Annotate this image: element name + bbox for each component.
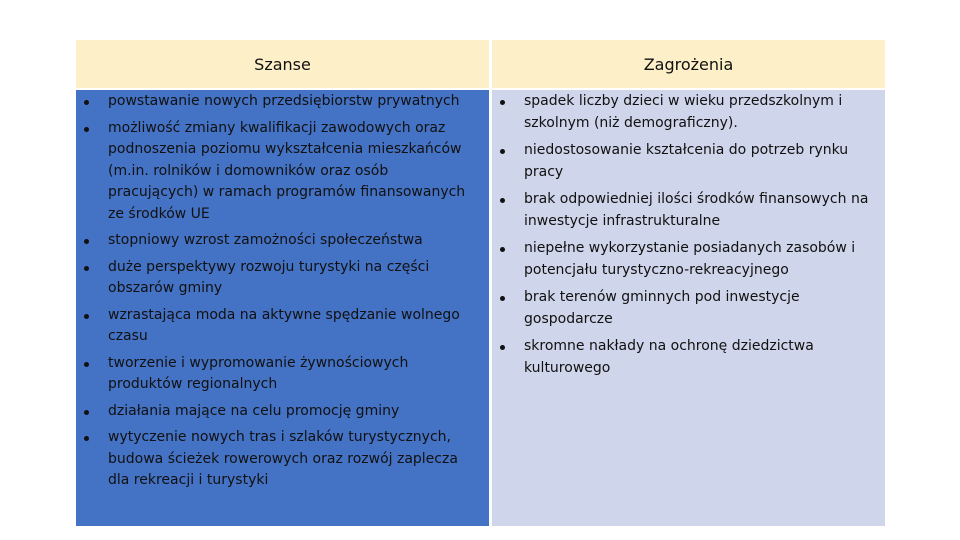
bullet-dot-icon	[84, 314, 89, 319]
list-item	[76, 427, 489, 492]
bullet-dot-icon	[500, 149, 505, 154]
bullet-dot-icon	[84, 436, 89, 441]
list-item	[492, 287, 885, 330]
list-item	[76, 91, 489, 113]
list-item-text: tworzenie i wypromowanie żywnościowych produktów regionalnych	[108, 354, 409, 392]
szanse-column	[76, 90, 489, 526]
bullet-dot-icon	[500, 247, 505, 252]
list-item-text: duże perspektywy rozwoju turystyki na części obszarów gminy	[108, 258, 430, 296]
list-item-text: niedostosowanie kształcenia do potrzeb rynku pracy	[524, 142, 849, 180]
list-item	[492, 238, 885, 281]
list-item	[76, 353, 489, 396]
header-zagrozenia: Zagrożenia	[492, 40, 885, 88]
zagrozenia-column	[492, 90, 885, 526]
list-item-text: wytyczenie nowych tras i szlaków turystycznych, budowa ścieżek rowerowych oraz rozwój zaplecza dla rekreacji i turystyki	[108, 429, 458, 488]
bullet-dot-icon	[84, 127, 89, 132]
bullet-dot-icon	[84, 362, 89, 367]
list-item-text: spadek liczby dzieci w wieku przedszkolnym i szkolnym (niż demograficzny).	[524, 93, 843, 131]
list-item	[76, 305, 489, 348]
list-item	[76, 401, 489, 423]
list-item-text: działania mające na celu promocję gminy	[108, 402, 400, 419]
list-item	[76, 257, 489, 300]
bullet-dot-icon	[500, 296, 505, 301]
bullet-dot-icon	[500, 100, 505, 105]
list-item-text: wzrastająca moda na aktywne spędzanie wolnego czasu	[108, 306, 460, 344]
list-item	[76, 118, 489, 226]
header-szanse: Szanse	[76, 40, 489, 88]
bullet-dot-icon	[500, 198, 505, 203]
bullet-dot-icon	[84, 410, 89, 415]
list-item-text: brak terenów gminnych pod inwestycje gospodarcze	[524, 289, 800, 327]
swot-table	[76, 40, 885, 526]
list-item-text: powstawanie nowych przedsiębiorstw prywatnych	[108, 93, 460, 109]
list-item-text: niepełne wykorzystanie posiadanych zasobów i potencjału turystyczno-rekreacyjnego	[524, 240, 856, 278]
list-item-text: brak odpowiedniej ilości środków finansowych na inwestycje infrastrukturalne	[524, 191, 869, 229]
list-item-text: stopniowy wzrost zamożności społeczeństwa	[108, 232, 423, 248]
list-item	[76, 230, 489, 252]
list-item	[492, 336, 885, 379]
bullet-dot-icon	[84, 239, 89, 244]
bullet-dot-icon	[84, 100, 89, 105]
list-item-text: skromne nakłady na ochronę dziedzictwa kulturowego	[524, 338, 814, 376]
list-item	[492, 189, 885, 232]
bullet-dot-icon	[500, 345, 505, 350]
szanse-list	[76, 90, 489, 492]
bullet-dot-icon	[84, 266, 89, 271]
list-item	[492, 91, 885, 134]
zagrozenia-list	[492, 90, 885, 379]
list-item	[492, 140, 885, 183]
list-item-text: możliwość zmiany kwalifikacji zawodowych oraz podnoszenia poziomu wykształcenia mieszkańców (m.in. rolników i domowników oraz osób pracujących) w ramach programów finansowanych ze środków UE	[108, 119, 466, 222]
